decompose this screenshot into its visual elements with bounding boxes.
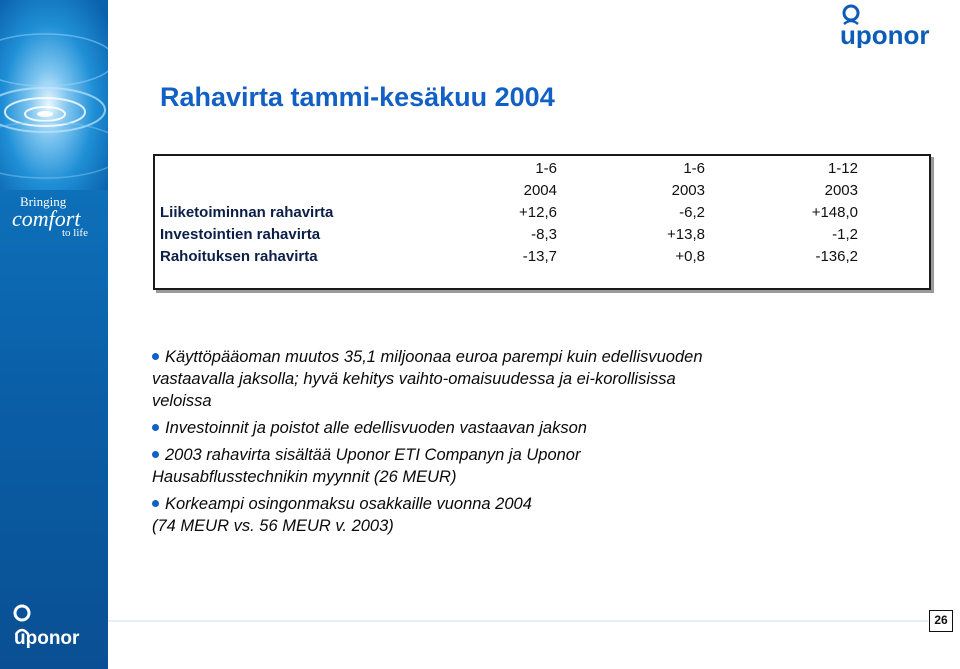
bullet-text: Hausabflusstechnikin myynnit (26 MEUR) [152, 468, 457, 486]
bullet-text: 2003 rahavirta sisältää Uponor ETI Companyn ja Uponor [165, 446, 581, 464]
bullet-text: veloissa [152, 392, 212, 410]
tagline-to-life: to life [62, 227, 88, 239]
bullet-dot-icon [152, 353, 159, 360]
cell: -6,2 [679, 204, 705, 221]
bullet-item [152, 493, 912, 537]
tagline-comfort: comfort [12, 206, 81, 231]
cell: +13,8 [667, 226, 705, 243]
uponor-logo-bottom [12, 604, 96, 648]
footer-divider [108, 620, 928, 622]
bullet-item [152, 417, 912, 439]
col-period: 1-6 [535, 160, 557, 177]
row-label: Investointien rahavirta [160, 226, 321, 243]
col-period: 1-6 [683, 160, 705, 177]
col-year: 2004 [523, 182, 557, 199]
bullet-text: Korkeampi osingonmaksu osakkaille vuonna 2004 [165, 495, 532, 513]
cell: -8,3 [531, 226, 557, 243]
bullet-dot-icon [152, 451, 159, 458]
table-row [155, 248, 929, 270]
table-row [155, 226, 929, 248]
header-period-row [155, 160, 929, 182]
bullet-text: Käyttöpääoman muutos 35,1 miljoonaa euroa parempi kuin edellisvuoden [165, 348, 703, 366]
bullet-dot-icon [152, 424, 159, 431]
cell: +0,8 [675, 248, 705, 265]
cell: +12,6 [519, 204, 557, 221]
logo-text-bottom: uponor [14, 628, 80, 648]
tagline-bringing: Bringing [20, 194, 67, 209]
logo-text-top: uponor [840, 20, 930, 48]
water-ripple-image [0, 0, 108, 190]
col-year: 2003 [671, 182, 705, 199]
bullet-text: (74 MEUR vs. 56 MEUR v. 2003) [152, 517, 394, 535]
col-year: 2003 [824, 182, 858, 199]
col-period: 1-12 [827, 160, 858, 177]
cell: -1,2 [832, 226, 858, 243]
page-number: 26 [929, 610, 953, 632]
cell: -13,7 [522, 248, 557, 265]
row-label: Liiketoiminnan rahavirta [160, 204, 334, 221]
cell: +148,0 [811, 204, 858, 221]
uponor-logo-top [838, 4, 946, 48]
cell: -136,2 [815, 248, 858, 265]
bullet-list [152, 346, 912, 542]
bullet-item [152, 444, 912, 488]
side-band [0, 0, 108, 669]
slide-title: Rahavirta tammi-kesäkuu 2004 [160, 82, 555, 112]
bullet-text: Investoinnit ja poistot alle edellisvuoden vastaavan jakson [165, 419, 587, 437]
bullet-item [152, 346, 912, 412]
bullet-dot-icon [152, 500, 159, 507]
header-year-row [155, 182, 929, 204]
cash-flow-table [153, 154, 931, 290]
row-label: Rahoituksen rahavirta [160, 248, 318, 265]
bullet-text: vastaavalla jaksolla; hyvä kehitys vaihto-omaisuudessa ja ei-korollisissa [152, 370, 676, 388]
table-row [155, 204, 929, 226]
